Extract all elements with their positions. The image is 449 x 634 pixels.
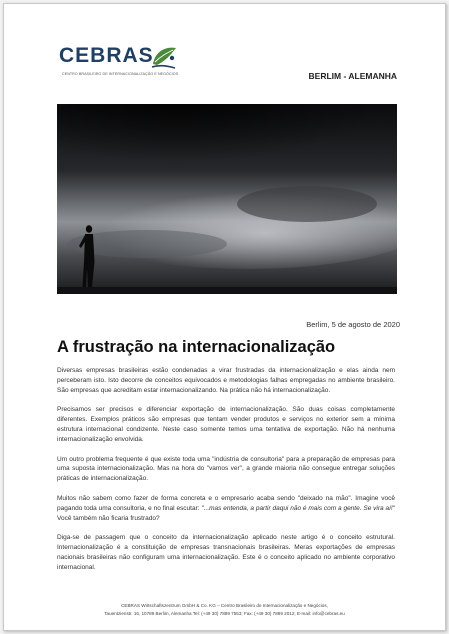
- header-photo: [57, 104, 397, 294]
- globe-leaf-icon: [149, 44, 179, 70]
- paragraph-4: Muitos não sabem como fazer de forma concreta e o empresario acaba sendo "deixado na mão". Imagine você pagando toda uma consultoria, e no final escutar: "...mas entenda, a partir daqui não é mais com a gente. Se vira aí!" Você também não ficaria frustrado?: [57, 494, 395, 522]
- page-footer: [4, 602, 445, 617]
- article-title: A frustração na internacionalização: [57, 338, 336, 356]
- paragraph-2: Precisamos ser precisos e diferenciar exportação de internacionalização. São duas coisas completamente diferentes. Exemplos práticos são empresas que tentam vender produtos e serviços no exterior sem a mínima estrutura internacional condizente. Neste caso somente temos uma tentativa de exportação. Não há nenhuma internacionalização envolvida.: [57, 406, 395, 443]
- article-body: [57, 366, 395, 583]
- quote: "...mas entenda, a partir daqui não é mais com a gente. Se vira aí!": [201, 504, 395, 512]
- paragraph-5: Diga-se de passagem que o conceito da internacionalização aplicado neste artigo é o conceito estrutural. Internacionalização é a constituição de empresas transnacionais brasileiras. Meras exportações de empresas nacionais brasileiras não configuram uma internacionalização. Este é o conceito aplicado no ambiente corporativo internacional.: [57, 534, 395, 571]
- logo-subtitle: CENTRO BRASILEIRO DE INTERNACIONALIZAÇÃO E NEGÓCIOS: [62, 72, 179, 76]
- article-dateline: Berlim, 5 de agosto de 2020: [306, 320, 400, 329]
- footer-line-2: Tauentzienstr. 16, 10789 Berlim, Alemanha Tel: (+49 30) 7889 7553; Fax: (+49 30) 7889 2012; E-mail: info@cebras.eu: [104, 610, 345, 616]
- logo-wordmark: CEBRAS: [59, 44, 154, 67]
- document-page: [3, 3, 446, 631]
- paragraph-3: Um outro problema frequente é que existe toda uma "indústria de consultoria" para a preparação de empresas para uma suposta internacionalização. Mas na hora do "vamos ver", a grande maioria não consegue entregar soluções práticas de internacionalização.: [57, 455, 395, 483]
- location-label: BERLIM - ALEMANHA: [308, 71, 397, 81]
- paragraph-1: Diversas empresas brasileiras estão condenadas a virar frustradas da internacionalização e elas ainda nem perceberam isto. Isto decorre de conceitos equivocados e metodologias falhas empregadas no ambiente brasileiro. São empresas que acreditam estar internacionalizando. Na prática não há internacionalização.: [57, 367, 395, 394]
- footer-line-1: CEBRAS Wirtschaftszentrum GmbH & Co. KG – Centro Brasileiro de Internacionalização e Negócios,: [121, 603, 328, 608]
